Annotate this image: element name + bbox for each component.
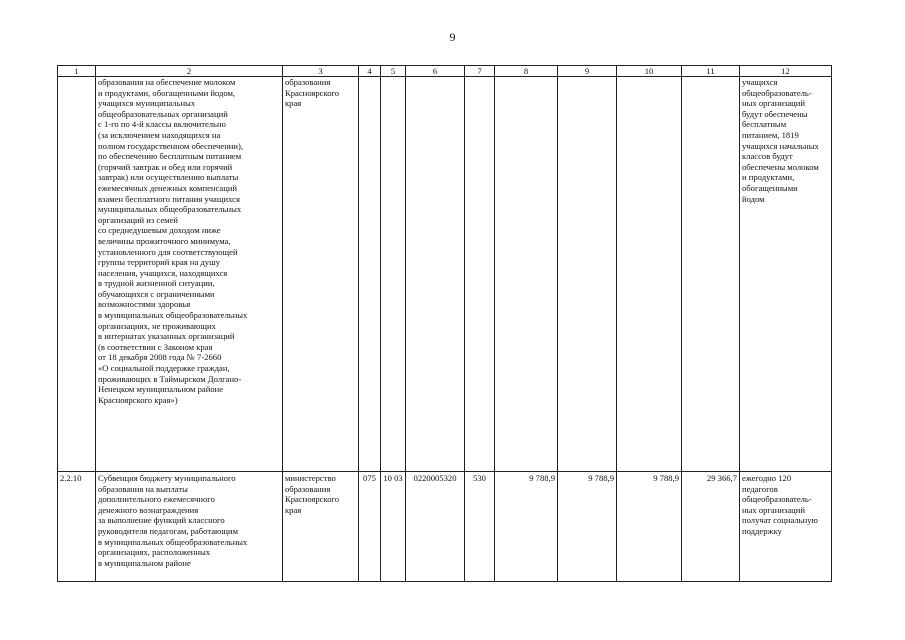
expected-result-cell: ежегодно 120 педагогов общеобразователь- ных организаций получат социальную поддержку	[740, 472, 832, 582]
column-header: 1	[58, 66, 96, 77]
target-article-cell: 0220005320	[406, 472, 465, 582]
section-code-cell: 10 03	[381, 472, 406, 582]
expense-type-cell: 530	[465, 472, 495, 582]
column-header: 9	[558, 66, 617, 77]
budget-table	[57, 65, 832, 582]
column-header: 4	[359, 66, 381, 77]
expense-type-cell	[465, 77, 495, 472]
amount-year1-cell	[495, 77, 558, 472]
administrator-cell: образования Красноярского края	[283, 77, 359, 472]
measure-description-cell: Субвенция бюджету муниципального образования на выплаты дополнительного ежемесячного денежного вознаграждения за выполнение функций классного руководителя педагогам, работающим в муниципальных общеобразовательных организациях, расположенных в муниципальном районе	[96, 472, 283, 582]
administrator-cell: министерство образования Красноярского края	[283, 472, 359, 582]
page-number: 9	[449, 30, 456, 44]
table-row	[58, 472, 832, 582]
column-header: 6	[406, 66, 465, 77]
column-header: 7	[465, 66, 495, 77]
amount-total-cell	[682, 77, 740, 472]
amount-year3-cell	[617, 77, 682, 472]
column-header: 8	[495, 66, 558, 77]
row-code-cell: 2.2.10	[58, 472, 96, 582]
amount-year2-cell: 9 788,9	[558, 472, 617, 582]
column-header: 12	[740, 66, 832, 77]
column-header: 3	[283, 66, 359, 77]
column-header: 5	[381, 66, 406, 77]
row-code-cell	[58, 77, 96, 472]
target-article-cell	[406, 77, 465, 472]
amount-year3-cell: 9 788,9	[617, 472, 682, 582]
expected-result-cell: учащихся общеобразователь- ных организаций будут обеспечены бесплатным питанием, 1819 учащихся начальных классов будут обеспечены молоком и продуктами, обогащенными йодом	[740, 77, 832, 472]
column-header: 11	[682, 66, 740, 77]
section-code-cell	[381, 77, 406, 472]
measure-description-cell: образования на обеспечение молоком и продуктами, обогащенными йодом, учащихся муниципальных общеобразовательных организаций с 1-го по 4-й классы включительно (за исключением находящихся на полном государственном обеспечении), по обеспечению бесплатным питанием (горячий завтрак и обед или горячий завтрак) или осуществлению выплаты ежемесячных денежных компенсаций взамен бесплатного питания учащихся муниципальных общеобразовательных организаций из семей со среднедушевым доходом ниже величины прожиточного минимума, установленного для соответствующей группы территорий края на душу населения, учащихся, находящихся в трудной жизненной ситуации, обучающихся с ограниченными возможностями здоровья в муниципальных общеобразовательных организациях, не проживающих в интернатах указанных организаций (в соответствии с Законом края от 18 декабря 2008 года № 7-2660 «О социальной поддержке граждан, проживающих в Таймырском Долгано- Ненецком муниципальном районе Красноярского края»)	[96, 77, 283, 472]
amount-total-cell: 29 366,7	[682, 472, 740, 582]
column-number-header-row	[58, 66, 832, 77]
amount-year1-cell: 9 788,9	[495, 472, 558, 582]
column-header: 2	[96, 66, 283, 77]
gov-code-cell	[359, 77, 381, 472]
column-header: 10	[617, 66, 682, 77]
table-row	[58, 77, 832, 472]
amount-year2-cell	[558, 77, 617, 472]
gov-code-cell: 075	[359, 472, 381, 582]
